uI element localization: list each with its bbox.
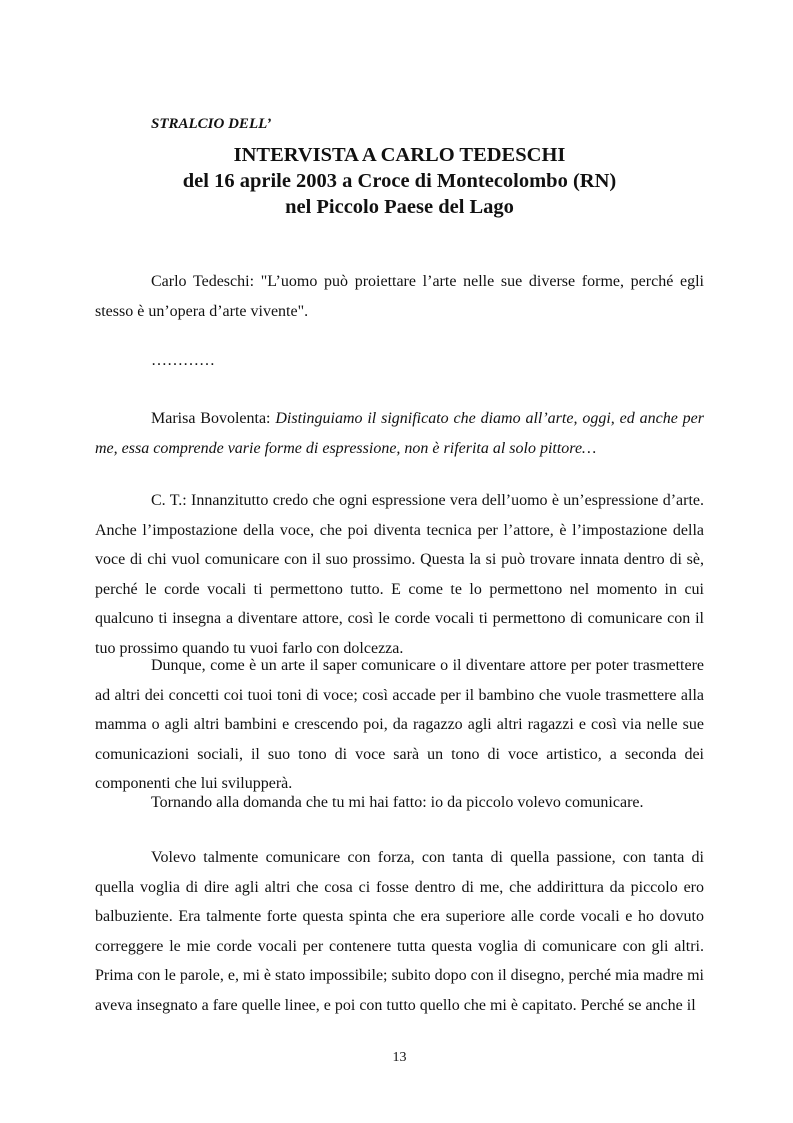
kicker-heading: STRALCIO DELL’ [151,116,272,132]
answer-paragraph-4: Volevo talmente comunicare con forza, con tanta di quella passione, con tanta di quella voglia di dire agli altri che cosa ci fosse dentro di me, che addirittura da piccolo ero balbuziente. Era talmente forte questa spinta che era superiore alle corde vocali e ho dovuto correggere le mie corde vocali per contenere tutta questa voglia di comunicare con gli altri. Prima con le parole, e, mi è stato impossibile; subito dopo con il disegno, perché mia madre mi aveva insegnato a fare quelle linee, e poi con tutto quello che mi è capitato. Perché se anche il [95,849,704,1014]
opening-quote: Carlo Tedeschi: "L’uomo può proiettare l’arte nelle sue diverse forme, perché egli stesso è un’opera d’arte vivente". [95,273,704,320]
title-line-2: del 16 aprile 2003 a Croce di Montecolombo (RN) [182,170,617,192]
question-speaker: Marisa Bovolenta: [151,410,276,427]
document-title [95,142,704,220]
title-line-3: nel Piccolo Paese del Lago [285,196,514,218]
answer-paragraph-2: Dunque, come è un arte il saper comunicare o il diventare attore per poter trasmettere ad altri dei concetti coi tuoi toni di voce; così accade per il bambino che vuole trasmettere alla mamma o agli altri bambini e crescendo poi, da ragazzo agli altri ragazzi e così via nelle sue comunicazioni sociali, il suo tono di voce sarà un tono di voce artistico, a seconda dei componenti che lui svilupperà. [95,657,704,792]
ellipsis-separator: ………… [151,352,215,369]
interviewer-question [95,404,704,463]
answer-paragraph-3: Tornando alla domanda che tu mi hai fatto: io da piccolo volevo comunicare. [151,794,644,811]
question-text: Distinguiamo il significato che diamo all’arte, oggi, ed anche per me, essa comprende varie forme di espressione, non è riferita al solo pittore… [95,410,704,457]
title-line-1: INTERVISTA A CARLO TEDESCHI [233,144,566,166]
page-number: 13 [392,1050,407,1065]
document-page [95,0,704,1123]
answer-paragraph-1: C. T.: Innanzitutto credo che ogni espressione vera dell’uomo è un’espressione d’arte. Anche l’impostazione della voce, che poi diventa tecnica per l’attore, è l’impostazione della voce di chi vuol comunicare con il suo prossimo. Questa la si può trovare innata dentro di sè, perché le corde vocali ti permettono tutto. E come te lo permettono nel momento in cui qualcuno ti insegna a diventare attore, così le corde vocali ti permettono di comunicare con il tuo prossimo quando tu vuoi farlo con dolcezza. [95,492,704,657]
